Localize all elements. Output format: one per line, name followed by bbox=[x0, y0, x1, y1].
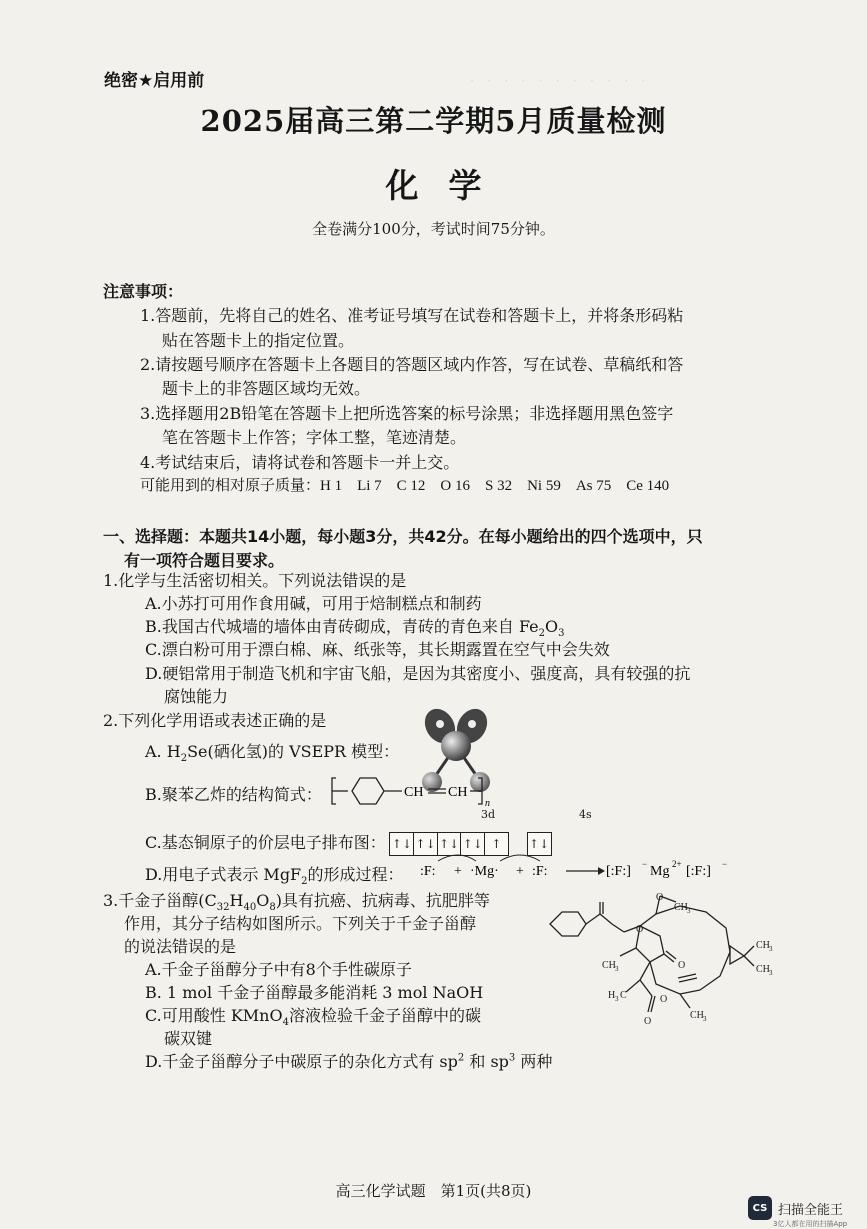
scanner-tagline: 3亿人都在用的扫描App bbox=[773, 1220, 848, 1228]
euphorbia-steroid-structure bbox=[540, 884, 775, 1044]
bleed-through: · · · · · · · · · · · bbox=[470, 74, 646, 89]
exam-meta: 全卷满分100分，考试时间75分钟。 bbox=[312, 220, 555, 238]
q1-option-c: C.漂白粉可用于漂白棉、麻、纸张等，其长期露置在空气中会失效 bbox=[145, 640, 610, 659]
q1-option-a: A.小苏打可用作食用碱，可用于焙制糕点和制药 bbox=[145, 594, 482, 613]
q3-option-b: B. 1 mol 千金子甾醇最多能消耗 3 mol NaOH bbox=[145, 983, 484, 1002]
svg-text:3: 3 bbox=[769, 969, 773, 977]
svg-text:CH: CH bbox=[756, 964, 770, 975]
q3-option-c-cont: 碳双键 bbox=[164, 1029, 213, 1048]
svg-text:CH: CH bbox=[448, 785, 468, 800]
polyphenylacetylene-structure bbox=[330, 774, 515, 808]
mgf2-electron-formula bbox=[420, 853, 765, 887]
svg-text:+: + bbox=[454, 864, 462, 879]
scanner-watermark bbox=[748, 1196, 843, 1220]
q2-option-a: A. $H_2Se$(硒化氢)的 VSEPR 模型： bbox=[145, 742, 400, 765]
svg-text:2+: 2+ bbox=[672, 859, 682, 869]
section-heading: 一、选择题：本题共14小题，每小题3分，共42分。在每小题给出的四个选项中，只 bbox=[103, 527, 703, 546]
svg-text:CH: CH bbox=[674, 902, 688, 913]
svg-text:O: O bbox=[636, 924, 644, 935]
svg-text:C: C bbox=[620, 990, 627, 1001]
exam-title: 2025届高三第二学期5月质量检测 bbox=[200, 104, 667, 138]
q3-stem: 3.千金子甾醇$(C_{32}H_{40}O_8)$具有抗癌、抗病毒、抗肥胖等 bbox=[103, 891, 490, 914]
svg-text:−: − bbox=[722, 859, 728, 869]
note-1-cont: 贴在答题卡上的指定位置。 bbox=[162, 331, 355, 350]
note-3: 3.选择题用2B铅笔在答题卡上把所选答案的标号涂黑；非选择题用黑色签字 bbox=[140, 404, 674, 423]
q3-option-a: A.千金子甾醇分子中有8个手性碳原子 bbox=[145, 960, 412, 979]
q2-option-d: D.用电子式表示 MgF$_2$的形成过程： bbox=[145, 865, 404, 888]
svg-text:O: O bbox=[678, 960, 686, 971]
label-4s: 4s bbox=[579, 808, 592, 821]
q3-stem-cont: 作用，其分子结构如图所示。下列关于千金子甾醇 bbox=[124, 914, 477, 933]
svg-text:[:F:]: [:F:] bbox=[686, 864, 711, 879]
svg-text:·Mg·: ·Mg· bbox=[470, 864, 499, 879]
confidential-mark: 绝密★启用前 bbox=[104, 71, 205, 91]
subject-title: 化学 bbox=[385, 166, 512, 205]
svg-text:H: H bbox=[608, 990, 616, 1001]
svg-text:−: − bbox=[642, 859, 648, 869]
svg-text::F:: :F: bbox=[532, 864, 548, 879]
svg-text:O: O bbox=[644, 1016, 652, 1027]
label-3d: 3d bbox=[481, 808, 496, 821]
section-heading-cont: 有一项符合题目要求。 bbox=[124, 551, 285, 570]
note-3-cont: 笔在答题卡上作答；字体工整，笔迹清楚。 bbox=[162, 428, 467, 447]
svg-text:+: + bbox=[516, 864, 524, 879]
svg-text:3: 3 bbox=[703, 1015, 707, 1023]
svg-text:CH: CH bbox=[690, 1010, 704, 1021]
svg-text:CH: CH bbox=[404, 785, 424, 800]
q1-option-d: D.硬铝常用于制造飞机和宇宙飞船，是因为其密度小、强度高，具有较强的抗 bbox=[145, 664, 691, 683]
q2-option-b: B.聚苯乙炸的结构简式： bbox=[145, 785, 322, 804]
svg-text:3: 3 bbox=[615, 995, 619, 1003]
atomic-masses: 可能用到的相对原子质量：H 1 Li 7 C 12 O 16 S 32 Ni 59 As 75 Ce 140 bbox=[140, 478, 670, 494]
svg-text:O: O bbox=[656, 892, 664, 903]
svg-text::F:: :F: bbox=[420, 864, 436, 879]
svg-text:3: 3 bbox=[769, 945, 773, 953]
orbital-diagram-4s: ↑↓ bbox=[528, 832, 552, 856]
orbital-diagram-3d: ↑↓ ↑↓ ↑↓ ↑↓ ↑ bbox=[391, 832, 509, 856]
note-1: 1.答题前，先将自己的姓名、准考证号填写在试卷和答题卡上，并将条形码粘 bbox=[140, 306, 684, 325]
q1-stem: 1.化学与生活密切相关。下列说法错误的是 bbox=[103, 571, 407, 590]
svg-text:CH: CH bbox=[602, 960, 616, 971]
svg-text:O: O bbox=[660, 994, 668, 1005]
q1-option-d-cont: 腐蚀能力 bbox=[164, 687, 229, 706]
note-2: 2.请按题号顺序在答题卡上各题目的答题区域内作答，写在试卷、草稿纸和答 bbox=[140, 355, 684, 374]
q1-option-b: B.我国古代城墙的墙体由青砖砌成，青砖的青色来自 $Fe_2O_3$ bbox=[145, 617, 565, 640]
note-4: 4.考试结束后，请将试卷和答题卡一并上交。 bbox=[140, 453, 460, 472]
svg-text:3: 3 bbox=[615, 965, 619, 973]
q2-stem: 2.下列化学用语或表述正确的是 bbox=[103, 711, 327, 730]
q3-option-c: C.可用酸性 KMnO$_4$溶液检验千金子甾醇中的碳 bbox=[145, 1006, 481, 1029]
svg-text:CH: CH bbox=[756, 940, 770, 951]
svg-text:3: 3 bbox=[687, 907, 691, 915]
page-footer: 高三化学试题 第1页(共8页) bbox=[335, 1182, 532, 1200]
notes-heading: 注意事项： bbox=[103, 282, 184, 301]
svg-text:[:F:]: [:F:] bbox=[606, 864, 631, 879]
q3-stem-cont2: 的说法错误的是 bbox=[124, 937, 237, 956]
svg-text:n: n bbox=[485, 798, 490, 808]
q3-option-d: D.千金子甾醇分子中碳原子的杂化方式有 $sp^2$ 和 $sp^3$ 两种 bbox=[145, 1052, 553, 1071]
scanner-brand: 扫描全能王 bbox=[778, 1202, 844, 1218]
note-2-cont: 题卡上的非答题区域均无效。 bbox=[162, 379, 371, 398]
scanner-logo-icon: CS bbox=[748, 1196, 772, 1220]
q2-option-c: C.基态铜原子的价层电子排布图： ↑↓ ↑↓ ↑↓ ↑↓ ↑ ↑↓ bbox=[145, 830, 552, 856]
svg-text:Mg: Mg bbox=[650, 864, 670, 879]
